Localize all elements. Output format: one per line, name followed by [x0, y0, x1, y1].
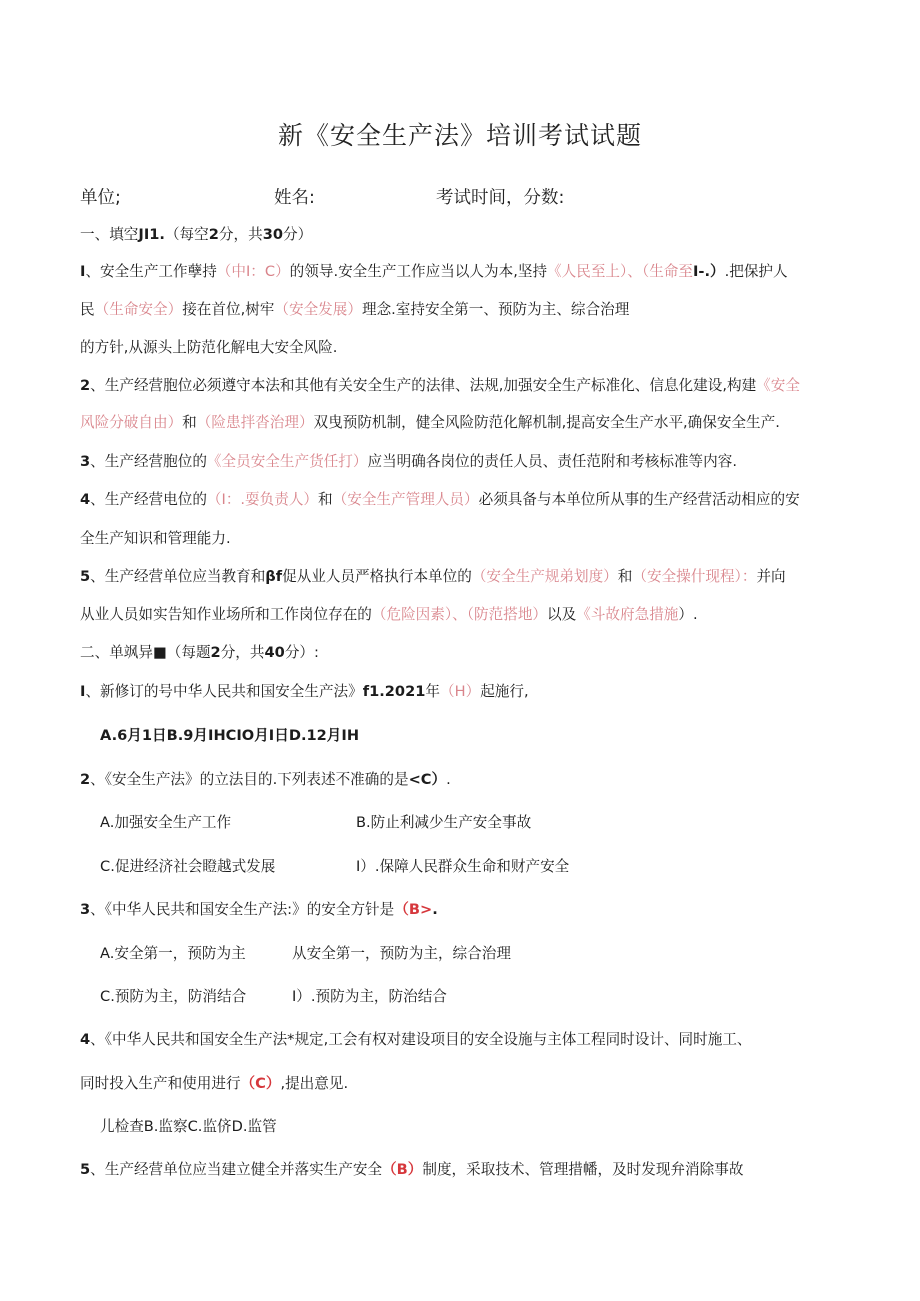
choice-q2-option-d: I）.保障人民群众生命和财产安全 — [356, 858, 570, 875]
fill-q4-line2: 全生产知识和管理能力. — [80, 530, 231, 547]
fill-q3: 3、生产经营胞位的《全员安全生产货任打）应当明确各岗位的责任人员、责任范附和考核标准等内容. — [80, 453, 737, 470]
choice-q4-line2: 同时投入生产和使用进行（C）,提出意见. — [80, 1075, 349, 1092]
fill-q1-line2: 民（生命安全）接在首位,树牢（安全发展）理念.室持安全第一、预防为主、综合治理 — [80, 301, 630, 318]
answer: 《全员安全生产货任打） — [206, 453, 368, 470]
choice-q1: I、新修订的号中华人民共和国安全生产法》f1.2021年（H）起施行, — [80, 683, 529, 700]
answer: （H） — [440, 683, 481, 700]
answer: （安全操什现程）： — [632, 568, 757, 585]
page-title: 新《安全生产法》培训考试试题 — [277, 121, 642, 150]
fill-q4-line1: 4、生产经营电位的（I：.耍负责人）和（安全生产管理人员）必须具备与本单位所从事的生产经营活动相应的安 — [80, 491, 800, 508]
choice-q3-option-b: 从安全第一，预防为主，综合治理 — [292, 945, 511, 962]
answer: （生命安全） — [94, 301, 183, 318]
answer: 《斗故府急措施 — [576, 606, 679, 623]
choice-q3-option-d: I）.预防为主，防治结合 — [292, 988, 447, 1005]
answer: （安全生产管理人员） — [332, 491, 479, 508]
answer: （C） — [240, 1075, 281, 1092]
fill-q1-line3: 的方针,从源头上防范化解电大安全风险. — [80, 339, 338, 356]
unit-label: 单位; — [80, 188, 121, 208]
answer: （B） — [382, 1161, 423, 1178]
answer: 《安全 — [756, 377, 800, 394]
choice-q3-option-a: A.安全第一，预防为主 — [100, 945, 246, 962]
choice-q4-line1: 4、《中华人民共和国安全生产法*规定,工会有权对建设项目的安全设施与主体工程同时设计、同时施工、 — [80, 1031, 752, 1048]
answer: 风险分破自由） — [80, 414, 183, 431]
fill-q2-line1: 2、生产经营胞位必须遵守本法和其他有关安全生产的法律、法规,加强安全生产标准化、信息化建设,构建《安全 — [80, 377, 800, 394]
section1-heading: 一、填空JI1.（每空2分，共30分） — [80, 226, 313, 243]
choice-q2-option-b: B.防止利减少生产安全事故 — [356, 814, 532, 831]
answer: （B> — [394, 901, 433, 918]
fill-q5-line2: 从业人员如实告知作业场所和工作岗位存在的（危险因素）、（防范搭地）以及《斗故府急措施）. — [80, 606, 698, 623]
choice-q2: 2、《安全生产法》的立法目的.下列表述不准确的是<C）. — [80, 771, 451, 788]
section2-heading: 二、单飒异■（每题2分，共40分）: — [80, 644, 319, 661]
answer: （安全生产规弟划度） — [471, 568, 618, 585]
name-label: 姓名: — [274, 188, 315, 208]
choice-q3: 3、《中华人民共和国安全生产法:》的安全方针是（B>. — [80, 901, 438, 918]
fill-q2-line2: 风险分破自由）和（险患拌沓治理）双曳预防机制，健全风险防范化解机制,提高安全生产水平,确保安全生产. — [80, 414, 780, 431]
answer: （中I：C） — [216, 263, 290, 280]
choice-q5: 5、生产经营单位应当建立健全并落实生产安全（B）制度，采取技术、管理措幡，及时发现弁消除事故 — [80, 1161, 744, 1178]
choice-q4-options: 儿检查B.监察C.监侪D.监管 — [100, 1118, 277, 1135]
choice-q3-option-c: C.预防为主，防消结合 — [100, 988, 247, 1005]
answer: 《人民至上）、（生命至 — [547, 263, 693, 280]
fill-q1-line1: I、安全生产工作孽持（中I：C）的领导.安全生产工作应当以人为本,坚持《人民至上）、（生命至I-.）.把保护人 — [80, 263, 788, 280]
exam-time-score-label: 考试时间，分数: — [436, 188, 565, 208]
answer: （I：.耍负责人） — [206, 491, 319, 508]
choice-q2-option-c: C.促进经济社会瞪越式发展 — [100, 858, 276, 875]
answer: （危险因素）、（防范搭地） — [371, 606, 548, 623]
choice-q2-option-a: A.加强安全生产工作 — [100, 814, 232, 831]
answer: （险患拌沓治理） — [196, 414, 314, 431]
choice-q1-options: A.6月1日B.9月IHCIO月I日D.12月IH — [100, 727, 360, 744]
fill-q5-line1: 5、生产经营单位应当教育和βf促从业人员严格执行本单位的（安全生产规弟划度）和（安全操什现程）：并向 — [80, 568, 786, 585]
answer: （安全发展） — [274, 301, 362, 318]
